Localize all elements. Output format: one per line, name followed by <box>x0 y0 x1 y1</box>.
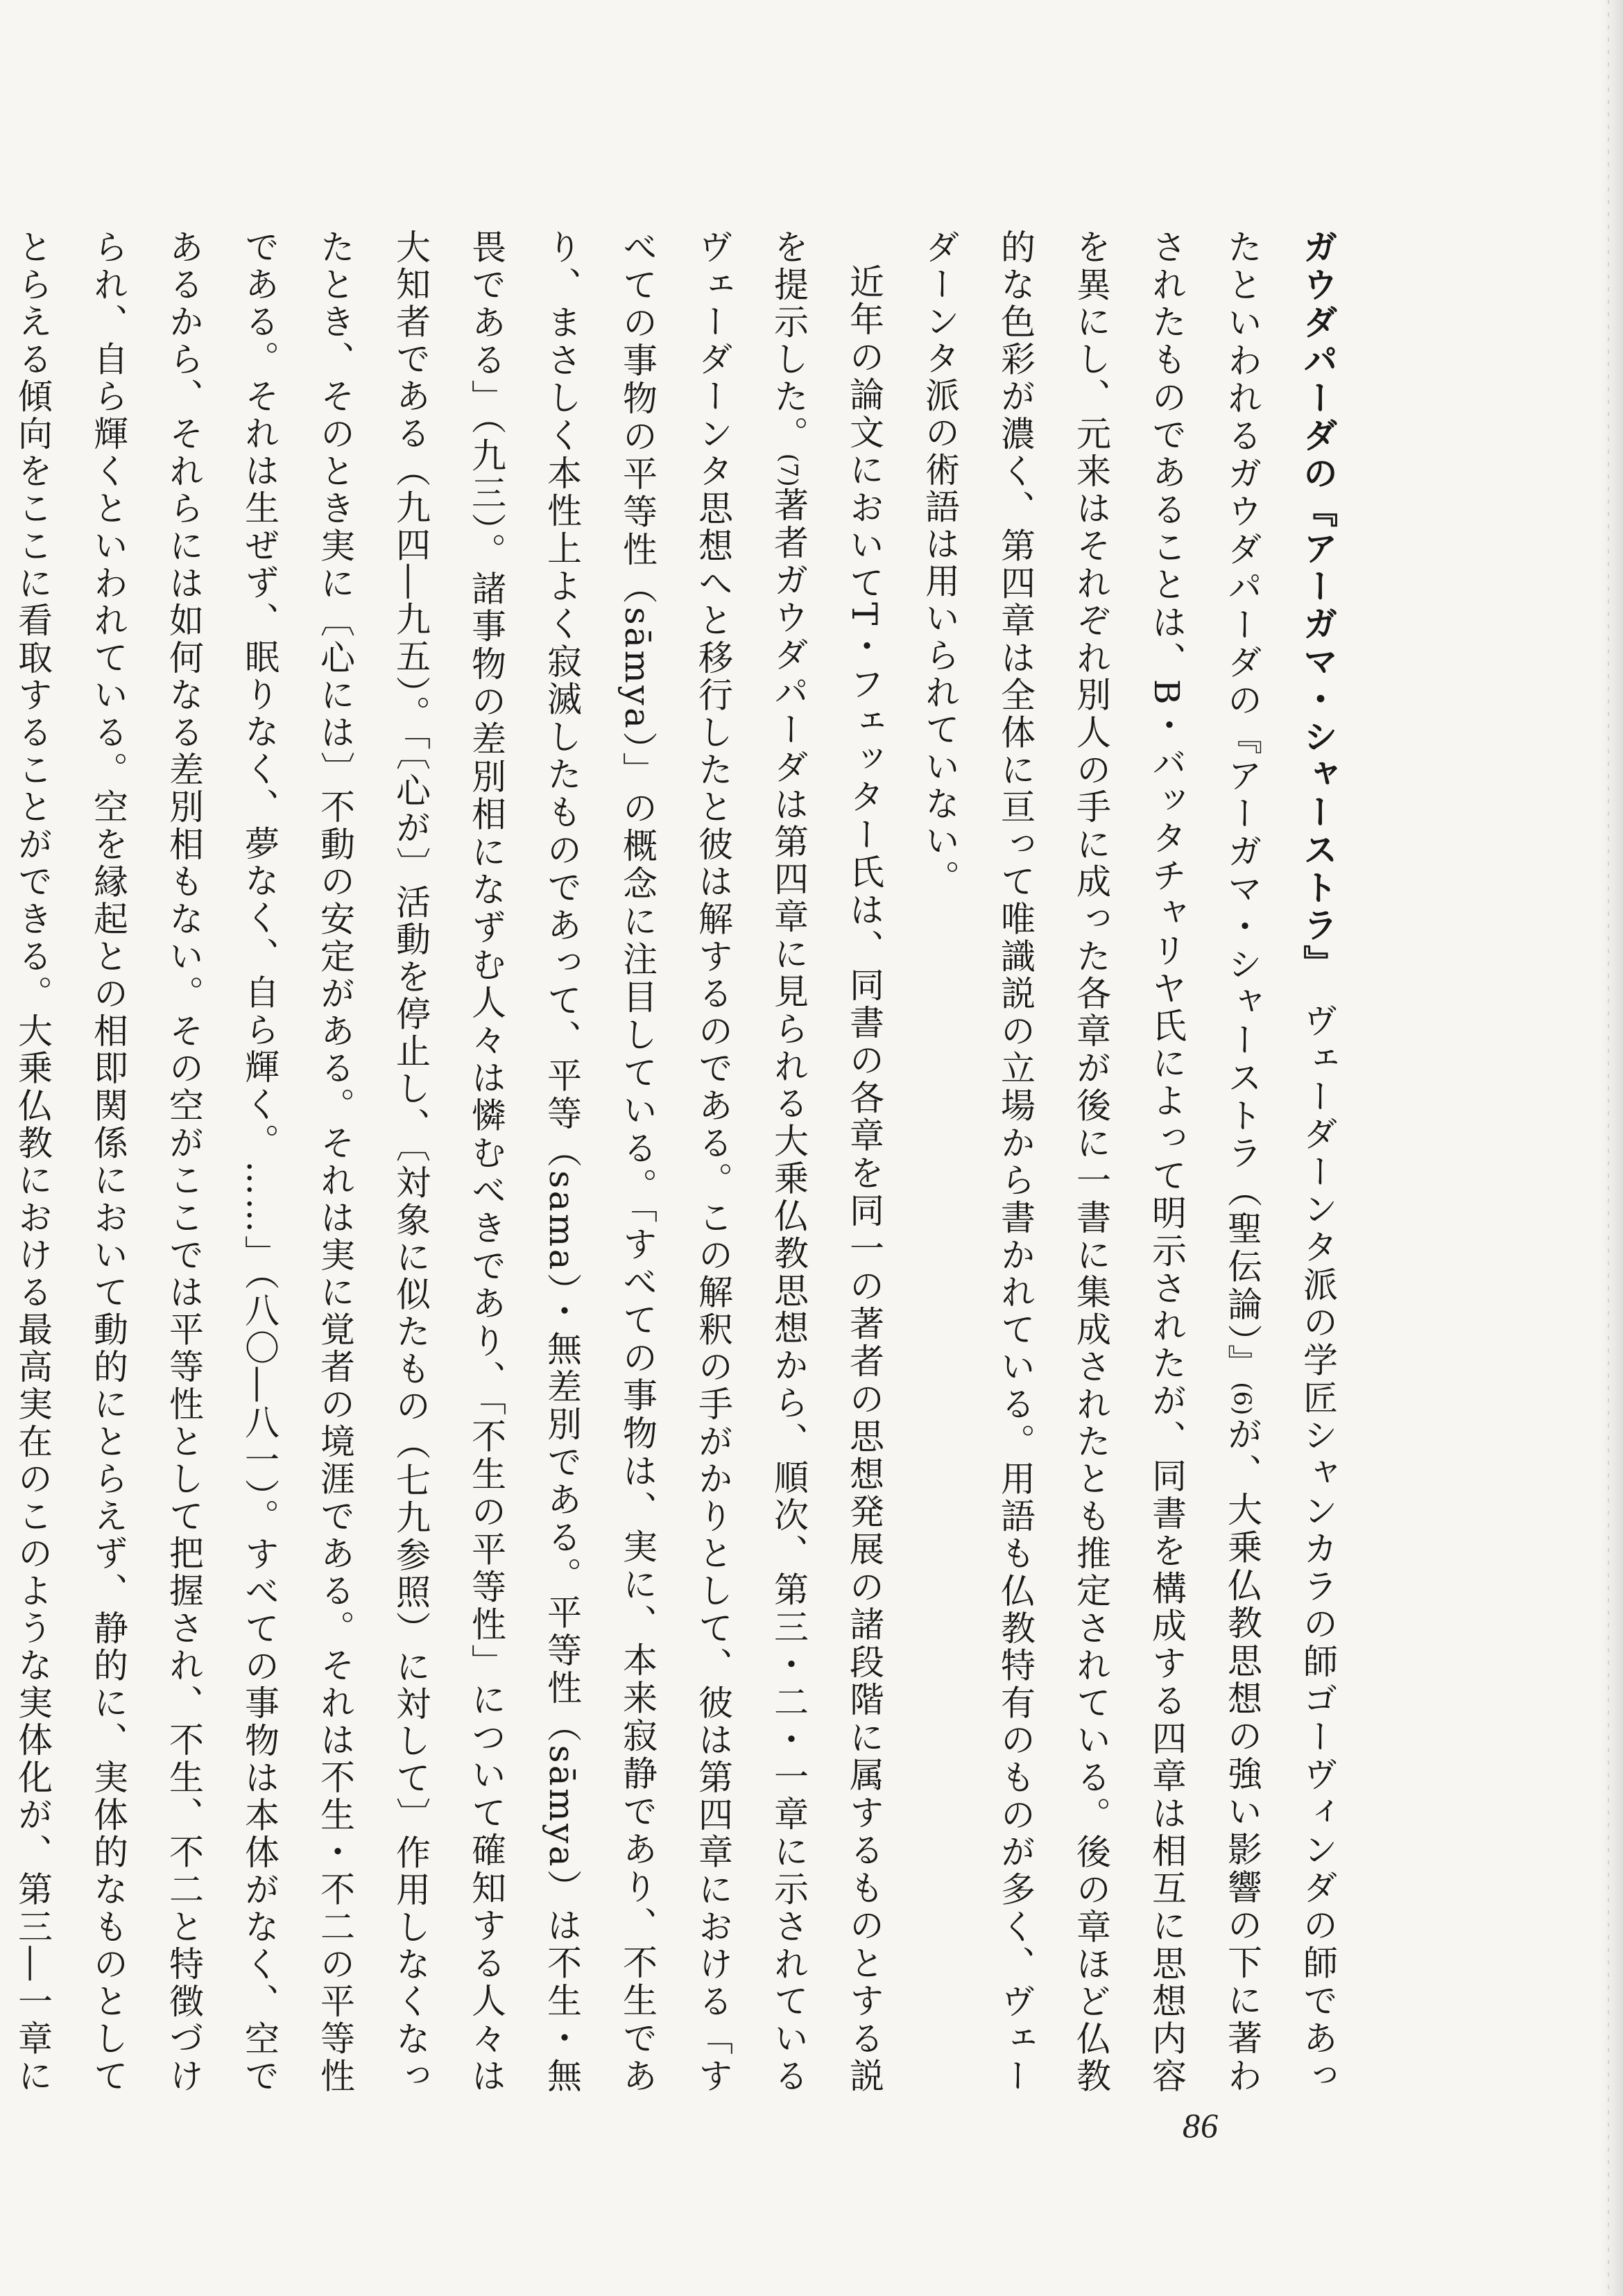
page-edge-shadow <box>1599 0 1623 2296</box>
paragraph-1-text-a: ヴェーダーンタ派の学匠シャンカラの師ゴーヴィンダの師であったといわれるガウダパーダの『アーガマ・シャーストラ（聖伝論）』 <box>1222 229 1338 2096</box>
paragraph-1-text-b: が、大乗仏教思想の強い影響の下に著わされたものであることは、B・バッタチャリヤ氏によって明示されたが、同書を構成する四章は相互に思想内容を異にし、元来はそれぞれ別人の手に成った各章が後に一書に集成されたとも推定されている。後の章ほど仏教的な色彩が濃く、第四章は全体に亘って唯識説の立場から書かれている。用語も仏教特有のものが多く、ヴェーダーンタ派の術語は用いられていない。 <box>920 229 1262 2096</box>
paragraph-1 <box>902 229 1356 2095</box>
paragraph-2-text-a: 近年の論文においてT・フェッター氏は、同書の各章を同一の著者の思想発展の諸段階に属するものとする説を提示した。 <box>768 229 884 2095</box>
footnote-ref-7: (7) <box>775 453 802 487</box>
vertical-text-body <box>12 229 1356 2096</box>
section-heading: ガウダパーダの『アーガマ・シャーストラ』 <box>1298 229 1339 966</box>
paragraph-2 <box>0 229 902 2095</box>
footnote-ref-6: (6) <box>1228 1382 1256 1416</box>
page-edge-line <box>1608 0 1609 2296</box>
paragraph-2-text-b: 著者ガウダパーダは第四章に見られる大乗仏教思想から、順次、第三・二・一章に示されているヴェーダーンタ思想へと移行したと彼は解するのである。この解釈の手がかりとして、彼は第四章における「すべての事物の平等性（sāmya）」の概念に注目している。「すべての事物は、実に、本来寂静であり、不生であり、まさしく本性上よく寂滅したものであって、平等（sama）・無差別である。平等性（sāmya）は不生・無畏である」（九三）。諸事物の差別相になずむ人々は憐むべきであり、「不生の平等性」について確知する人々は大知者である（九四―九五）。「〔心が〕活動を停止し、〔対象に似たもの（七九参照）に対して〕作用しなくなったとき、そのとき実に〔心には〕不動の安定がある。それは実に覚者の境涯である。それは不生・不二の平等性である。それは生ぜず、眠りなく、夢なく、自ら輝く。……」（八〇―八一）。すべての事物は本体がなく、空であるから、それらには如何なる差別相もない。その空がここでは平等性として把握され、不生、不二と特徴づけられ、自ら輝くといわれている。空を縁起との相即関係において動的にとらえず、静的に、実体的なものとしてとらえる傾向をここに看取することができる。大乗仏教における最高実在のこのような実体化が、第三―一章に <box>12 229 809 2096</box>
page-number: 86 <box>1183 2106 1219 2145</box>
